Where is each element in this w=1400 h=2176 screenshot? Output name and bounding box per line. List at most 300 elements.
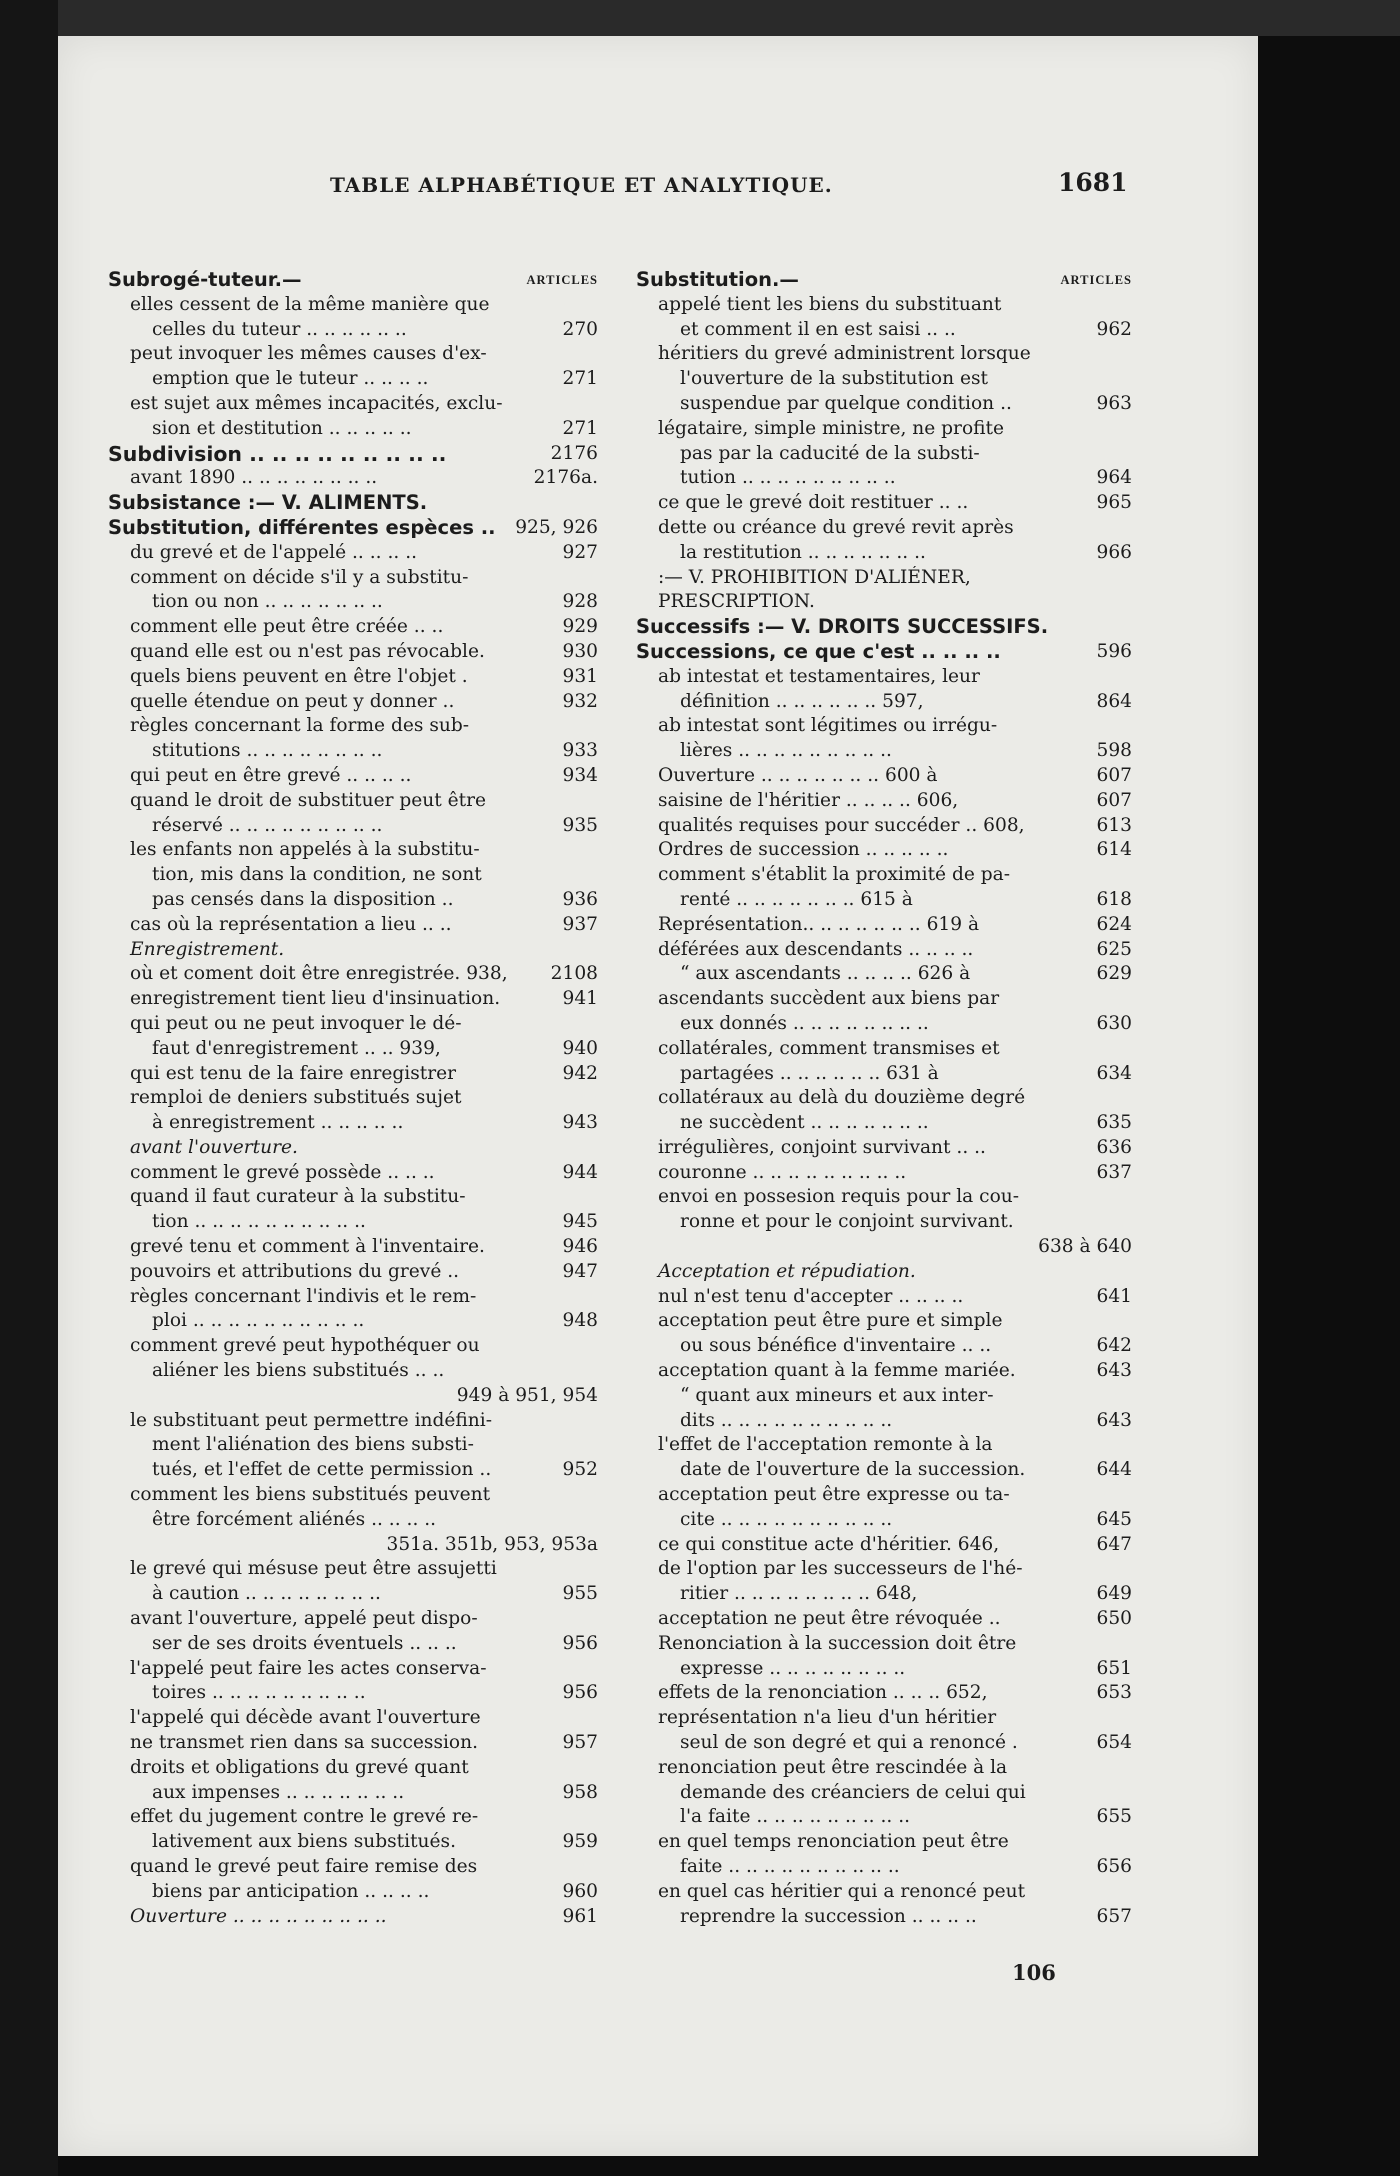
entry-text: collatérales, comment transmises et: [658, 1037, 1000, 1059]
index-entry-line: [108, 1235, 598, 1260]
index-entry-line: [636, 1731, 1132, 1756]
entry-text: Substitution.—: [636, 268, 799, 291]
article-reference: 942: [559, 1062, 599, 1087]
index-entry-line: [108, 1582, 598, 1607]
entry-text: en quel temps renonciation peut être: [658, 1831, 1009, 1853]
index-entry-line: [108, 1905, 598, 1930]
index-entry-line: [108, 1260, 598, 1285]
article-reference: 645: [1093, 1508, 1133, 1533]
right-index-column: [636, 268, 1132, 1929]
entry-text: Enregistrement.: [130, 938, 285, 960]
index-entry-line: [636, 1433, 1132, 1458]
entry-text: dits .. .. .. .. .. .. .. .. .. ..: [680, 1409, 893, 1431]
index-entry-line: [636, 293, 1132, 318]
entry-text: comment elle peut être créée .. ..: [130, 616, 444, 638]
entry-text: toires .. .. .. .. .. .. .. .. ..: [152, 1682, 366, 1704]
entry-text: acceptation ne peut être révoquée ..: [658, 1608, 1001, 1630]
entry-text: tion, mis dans la condition, ne sont: [152, 864, 482, 886]
entry-text: ploi .. .. .. .. .. .. .. .. .. ..: [152, 1310, 365, 1332]
article-reference: 964: [1093, 466, 1133, 491]
entry-text: enregistrement tient lieu d'insinuation.: [130, 988, 501, 1010]
index-entry-line: [108, 1012, 598, 1037]
entry-text: biens par anticipation .. .. .. ..: [152, 1880, 430, 1902]
index-entry-line: [636, 714, 1132, 739]
index-entry-line: [636, 789, 1132, 814]
entry-text: Subdivision .. .. .. .. .. .. .. .. ..: [108, 441, 447, 466]
entry-text: remploi de deniers substitués sujet: [130, 1087, 462, 1109]
index-entry-line: [636, 417, 1132, 442]
index-entry-line: [108, 442, 598, 467]
entry-text: définition .. .. .. .. .. .. 597,: [680, 690, 924, 712]
index-entry-line: [108, 392, 598, 417]
index-entry-line: [636, 1681, 1132, 1706]
entry-text: suspendue par quelque condition ..: [680, 392, 1012, 414]
index-entry-line: [108, 1830, 598, 1855]
article-reference: 641: [1093, 1285, 1133, 1310]
entry-text: est sujet aux mêmes incapacités, exclu-: [130, 392, 503, 414]
index-entry-line: [636, 491, 1132, 516]
index-entry-line: [636, 367, 1132, 392]
article-reference: 613: [1093, 814, 1133, 839]
entry-text: ce qui constitue acte d'héritier. 646,: [658, 1533, 1000, 1555]
entry-text: comment grevé peut hypothéquer ou: [130, 1335, 480, 1357]
article-reference: 949 à 951, 954: [453, 1384, 598, 1409]
article-reference: 955: [559, 1582, 599, 1607]
entry-text: sion et destitution .. .. .. .. ..: [152, 417, 412, 439]
index-entry-line: [636, 442, 1132, 467]
article-reference: 960: [559, 1880, 599, 1905]
entry-text: ne succèdent .. .. .. .. .. .. ..: [680, 1112, 929, 1134]
index-entry-line: [636, 566, 1132, 591]
entry-text: Substitution, différentes espèces ..: [108, 515, 496, 539]
left-index-column: [108, 268, 598, 1929]
index-entry-line: [108, 367, 598, 392]
entry-text: tués, et l'effet de cette permission ..: [152, 1459, 492, 1481]
article-reference: 634: [1093, 1062, 1133, 1087]
index-entry-line: [636, 1136, 1132, 1161]
index-entry-line: [108, 1756, 598, 1781]
article-reference: 649: [1093, 1582, 1133, 1607]
entry-text: nul n'est tenu d'accepter .. .. .. ..: [658, 1285, 964, 1307]
entry-text: effets de la renonciation .. .. .. 652,: [658, 1682, 988, 1704]
index-entry-line: [108, 640, 598, 665]
entry-text: Subsistance :— V. ALIMENTS.: [108, 491, 428, 515]
index-entry-line: [108, 1384, 598, 1409]
index-entry-line: [636, 1111, 1132, 1136]
entry-text: comment s'établit la proximité de pa-: [658, 864, 1011, 886]
entry-text: quand le droit de substituer peut être: [130, 789, 487, 811]
scan-top-edge: [0, 0, 1400, 36]
entry-text: et comment il en est saisi .. ..: [680, 318, 956, 340]
entry-text: ce que le grevé doit restituer .. ..: [658, 492, 969, 514]
article-reference: 930: [559, 640, 599, 665]
entry-text: “ aux ascendants .. .. .. .. 626 à: [680, 963, 971, 985]
article-reference: 927: [559, 541, 599, 566]
index-entry-line: [108, 1855, 598, 1880]
entry-text: Renonciation à la succession doit être: [658, 1632, 1017, 1654]
entry-text: saisine de l'héritier .. .. .. .. 606,: [658, 789, 959, 811]
article-reference: 644: [1093, 1458, 1133, 1483]
index-entry-line: [108, 1334, 598, 1359]
article-reference: 2108: [547, 962, 598, 987]
index-entry-line: [636, 1062, 1132, 1087]
entry-text: faite .. .. .. .. .. .. .. .. .. ..: [680, 1856, 900, 1877]
entry-text: expresse .. .. .. .. .. .. .. ..: [680, 1657, 906, 1679]
article-reference: 351a. 351b, 953, 953a: [383, 1533, 599, 1558]
index-entry-line: [108, 590, 598, 615]
entry-text: ment l'aliénation des biens substi-: [152, 1434, 474, 1456]
index-entry-line: [108, 466, 598, 491]
index-entry-line: [108, 665, 598, 690]
index-entry-line: [636, 962, 1132, 987]
article-reference: 625: [1093, 938, 1133, 963]
index-entry-line: [636, 1285, 1132, 1310]
article-reference: 948: [559, 1309, 599, 1334]
index-entry-line: [108, 739, 598, 764]
entry-text: demande des créanciers de celui qui: [680, 1781, 1026, 1803]
article-reference: 607: [1093, 789, 1133, 814]
article-reference: 651: [1093, 1657, 1133, 1682]
index-entry-line: [108, 1458, 598, 1483]
article-reference: 962: [1093, 318, 1133, 343]
entry-text: elles cessent de la même manière que: [130, 293, 490, 315]
index-entry-line: [636, 1384, 1132, 1409]
entry-text: tion .. .. .. .. .. .. .. .. .. ..: [152, 1211, 366, 1233]
entry-text: du grevé et de l'appelé .. .. .. ..: [130, 541, 418, 563]
entry-text: ou sous bénéfice d'inventaire .. ..: [680, 1335, 992, 1357]
index-entry-line: [636, 1706, 1132, 1731]
article-reference: 928: [559, 590, 599, 615]
entry-text: “ quant aux mineurs et aux inter-: [680, 1384, 994, 1406]
index-entry-line: [108, 888, 598, 913]
index-entry-line: [636, 665, 1132, 690]
entry-text: qualités requises pour succéder .. 608,: [658, 814, 1025, 836]
entry-text: celles du tuteur .. .. .. .. .. ..: [152, 318, 407, 340]
entry-text: :— V. PROHIBITION D'ALIÉNER,: [658, 566, 971, 588]
index-entry-line: [636, 1037, 1132, 1062]
article-reference: 607: [1093, 764, 1133, 789]
entry-text: quand elle est ou n'est pas révocable.: [130, 640, 485, 662]
entry-text: ritier .. .. .. .. .. .. .. .. 648,: [680, 1583, 918, 1605]
index-entry-line: [108, 1731, 598, 1756]
article-reference: 959: [559, 1830, 599, 1855]
entry-text: à caution .. .. .. .. .. .. .. ..: [152, 1583, 381, 1605]
index-entry-line: [108, 987, 598, 1012]
entry-text: peut invoquer les mêmes causes d'ex-: [130, 343, 487, 365]
entry-text: renonciation peut être rescindée à la: [658, 1756, 1008, 1778]
entry-text: Successions, ce que c'est .. .. .. ..: [636, 639, 1001, 663]
entry-text: grevé tenu et comment à l'inventaire.: [130, 1236, 485, 1258]
article-reference: 637: [1093, 1161, 1133, 1186]
article-reference: 629: [1093, 962, 1133, 987]
entry-text: irrégulières, conjoint survivant .. ..: [658, 1136, 986, 1158]
article-reference: 931: [559, 665, 599, 690]
entry-text: partagées .. .. .. .. .. .. 631 à: [680, 1062, 939, 1084]
entry-text: ab intestat sont légitimes ou irrégu-: [658, 715, 998, 737]
article-reference: 943: [559, 1111, 599, 1136]
index-entry-line: [108, 268, 598, 293]
index-entry-line: [108, 342, 598, 367]
index-entry-line: [108, 863, 598, 888]
entry-text: en quel cas héritier qui a renoncé peut: [658, 1880, 1026, 1902]
article-reference: 654: [1093, 1731, 1133, 1756]
article-reference: 2176: [547, 442, 598, 467]
index-entry-line: [108, 1136, 598, 1161]
entry-text: comment les biens substitués peuvent: [130, 1484, 491, 1506]
index-entry-line: [636, 590, 1132, 615]
index-entry-line: [636, 1086, 1132, 1111]
entry-text: Représentation.. .. .. .. .. .. .. 619 à: [658, 913, 980, 935]
index-entry-line: [108, 491, 598, 516]
article-reference: 614: [1093, 838, 1133, 863]
index-entry-line: [108, 1433, 598, 1458]
index-entry-line: [636, 1409, 1132, 1434]
article-reference: 596: [1093, 640, 1133, 665]
index-entry-line: [108, 1508, 598, 1533]
article-reference: 630: [1093, 1012, 1133, 1037]
entry-text: pas censés dans la disposition ..: [152, 888, 454, 910]
entry-text: représentation n'a lieu d'un héritier: [658, 1707, 997, 1729]
entry-text: le substituant peut permettre indéfini-: [130, 1409, 493, 1431]
entry-text: les enfants non appelés à la substitu-: [130, 839, 480, 861]
index-entry-line: [636, 1830, 1132, 1855]
index-entry-line: [636, 814, 1132, 839]
article-reference: 643: [1093, 1359, 1133, 1384]
index-entry-line: [108, 690, 598, 715]
index-entry-line: [108, 417, 598, 442]
index-entry-line: [108, 1657, 598, 1682]
article-reference: 956: [559, 1632, 599, 1657]
article-reference: 647: [1093, 1533, 1133, 1558]
index-entry-line: [108, 838, 598, 863]
index-entry-line: [108, 1607, 598, 1632]
entry-text: Ouverture .. .. .. .. .. .. .. 600 à: [658, 764, 938, 786]
entry-text: comment le grevé possède .. .. ..: [130, 1161, 435, 1183]
article-reference: 966: [1093, 541, 1133, 566]
index-entry-line: [636, 1012, 1132, 1037]
entry-text: emption que le tuteur .. .. .. ..: [152, 368, 429, 390]
entry-text: droits et obligations du grevé quant: [130, 1756, 469, 1778]
entry-text: cite .. .. .. .. .. .. .. .. .. ..: [680, 1508, 893, 1530]
index-entry-line: [636, 516, 1132, 541]
index-entry-line: [636, 615, 1132, 640]
entry-text: ronne et pour le conjoint survivant.: [680, 1211, 1014, 1233]
index-entry-line: [108, 1185, 598, 1210]
articles-label: ARTICLES: [1057, 268, 1132, 293]
entry-text: qui peut ou ne peut invoquer le dé-: [130, 1012, 462, 1034]
entry-text: l'effet de l'acceptation remonte à la: [658, 1434, 993, 1456]
entry-text: couronne .. .. .. .. .. .. .. .. ..: [658, 1161, 907, 1183]
article-reference: 940: [559, 1037, 599, 1062]
entry-text: appelé tient les biens du substituant: [658, 293, 1002, 315]
index-entry-line: [108, 913, 598, 938]
article-reference: 653: [1093, 1681, 1133, 1706]
index-entry-line: [636, 1210, 1132, 1235]
index-entry-line: [636, 1185, 1132, 1210]
article-reference: 271: [559, 367, 599, 392]
signature-mark: 106: [1012, 1960, 1056, 1985]
entry-text: Ouverture .. .. .. .. .. .. .. .. ..: [130, 1905, 387, 1927]
entry-text: aliéner les biens substitués .. ..: [152, 1360, 445, 1382]
index-entry-line: [108, 938, 598, 963]
article-reference: 944: [559, 1161, 599, 1186]
article-reference: 655: [1093, 1805, 1133, 1830]
index-entry-line: [108, 764, 598, 789]
entry-text: comment on décide s'il y a substitu-: [130, 566, 469, 588]
article-reference: 638 à 640: [1034, 1235, 1132, 1260]
index-entry-line: [108, 1706, 598, 1731]
entry-text: réservé .. .. .. .. .. .. .. .. ..: [152, 814, 383, 836]
index-entry-line: [108, 1557, 598, 1582]
entry-text: qui est tenu de la faire enregistrer: [130, 1062, 456, 1084]
index-entry-line: [108, 1111, 598, 1136]
entry-text: quand le grevé peut faire remise des: [130, 1856, 478, 1877]
index-entry-line: [636, 466, 1132, 491]
entry-text: ab intestat et testamentaires, leur: [658, 665, 980, 687]
entry-text: eux donnés .. .. .. .. .. .. .. ..: [680, 1012, 929, 1034]
index-entry-line: [636, 1309, 1132, 1334]
entry-text: avant 1890 .. .. .. .. .. .. .. ..: [130, 467, 378, 489]
entry-text: pouvoirs et attributions du grevé ..: [130, 1260, 460, 1282]
index-entry-line: [108, 714, 598, 739]
article-reference: 947: [559, 1260, 599, 1285]
index-entry-line: [108, 1285, 598, 1310]
article-reference: 618: [1093, 888, 1133, 913]
entry-text: règles concernant la forme des sub-: [130, 715, 470, 737]
entry-text: à enregistrement .. .. .. .. ..: [152, 1112, 404, 1134]
index-entry-line: [636, 1756, 1132, 1781]
article-reference: 945: [559, 1210, 599, 1235]
entry-text: collatéraux au delà du douzième degré: [658, 1087, 1026, 1109]
entry-text: effet du jugement contre le grevé re-: [130, 1806, 479, 1828]
article-reference: 657: [1093, 1905, 1133, 1930]
entry-text: lativement aux biens substitués.: [152, 1831, 456, 1853]
entry-text: aux impenses .. .. .. .. .. .. ..: [152, 1781, 405, 1803]
index-entry-line: [636, 541, 1132, 566]
entry-text: ne transmet rien dans sa succession.: [130, 1732, 479, 1754]
index-entry-line: [108, 1781, 598, 1806]
entry-text: dette ou créance du grevé revit après: [658, 516, 1014, 538]
index-entry-line: [636, 1359, 1132, 1384]
index-entry-line: [636, 1781, 1132, 1806]
entry-text: acceptation peut être pure et simple: [658, 1310, 1003, 1332]
index-entry-line: [636, 268, 1132, 293]
index-entry-line: [108, 566, 598, 591]
entry-text: Acceptation et répudiation.: [658, 1260, 916, 1282]
index-entry-line: [108, 1037, 598, 1062]
article-reference: 636: [1093, 1136, 1133, 1161]
index-entry-line: [636, 640, 1132, 665]
article-reference: 271: [559, 417, 599, 442]
article-reference: 934: [559, 764, 599, 789]
page-number: 1681: [1058, 168, 1128, 197]
article-reference: 935: [559, 814, 599, 839]
article-reference: 598: [1093, 739, 1133, 764]
entry-text: acceptation quant à la femme mariée.: [658, 1360, 1016, 1382]
entry-text: ascendants succèdent aux biens par: [658, 988, 1000, 1010]
entry-text: acceptation peut être expresse ou ta-: [658, 1484, 1010, 1506]
index-entry-line: [636, 1483, 1132, 1508]
index-entry-line: [636, 1607, 1132, 1632]
index-entry-line: [636, 913, 1132, 938]
entry-text: Subrogé-tuteur.—: [108, 268, 302, 291]
article-reference: 933: [559, 739, 599, 764]
index-entry-line: [108, 1483, 598, 1508]
entry-text: l'ouverture de la substitution est: [680, 368, 988, 390]
index-entry-line: [108, 1880, 598, 1905]
index-entry-line: [636, 987, 1132, 1012]
index-entry-line: [636, 863, 1132, 888]
article-reference: 965: [1093, 491, 1133, 516]
scan-left-edge: [0, 0, 58, 2176]
article-reference: 2176a.: [530, 466, 598, 491]
article-reference: 656: [1093, 1855, 1133, 1880]
article-reference: 941: [559, 987, 599, 1012]
entry-text: envoi en possesion requis pour la cou-: [658, 1186, 1020, 1208]
entry-text: date de l'ouverture de la succession.: [680, 1459, 1026, 1481]
index-entry-line: [636, 318, 1132, 343]
index-entry-line: [108, 1062, 598, 1087]
index-entry-line: [108, 1805, 598, 1830]
index-entry-line: [636, 1805, 1132, 1830]
index-entry-line: [108, 541, 598, 566]
entry-text: avant l'ouverture.: [130, 1136, 298, 1158]
article-reference: 624: [1093, 913, 1133, 938]
index-entry-line: [636, 1533, 1132, 1558]
entry-text: la restitution .. .. .. .. .. .. ..: [680, 541, 926, 563]
entry-text: l'appelé qui décède avant l'ouverture: [130, 1707, 481, 1729]
running-header: TABLE ALPHABÉTIQUE ET ANALYTIQUE.: [330, 173, 833, 197]
entry-text: ser de ses droits éventuels .. .. ..: [152, 1632, 457, 1654]
index-entry-line: [108, 1533, 598, 1558]
index-entry-line: [108, 1632, 598, 1657]
index-entry-line: [108, 962, 598, 987]
entry-text: légataire, simple ministre, ne profite: [658, 417, 1005, 439]
article-reference: 952: [559, 1458, 599, 1483]
index-entry-line: [108, 1309, 598, 1334]
index-entry-line: [636, 1657, 1132, 1682]
entry-text: cas où la représentation a lieu .. ..: [130, 913, 452, 935]
entry-text: stitutions .. .. .. .. .. .. .. ..: [152, 740, 383, 762]
index-entry-line: [636, 1582, 1132, 1607]
article-reference: 961: [559, 1905, 599, 1930]
entry-text: qui peut en être grevé .. .. .. ..: [130, 764, 412, 786]
entry-text: tution .. .. .. .. .. .. .. .. ..: [680, 467, 896, 489]
entry-text: avant l'ouverture, appelé peut dispo-: [130, 1608, 478, 1630]
article-reference: 958: [559, 1781, 599, 1806]
entry-text: renté .. .. .. .. .. .. .. 615 à: [680, 888, 913, 910]
entry-text: héritiers du grevé administrent lorsque: [658, 343, 1031, 365]
article-reference: 650: [1093, 1607, 1133, 1632]
articles-label: ARTICLES: [523, 268, 598, 293]
index-entry-line: [636, 1855, 1132, 1880]
entry-text: déférées aux descendants .. .. .. ..: [658, 938, 974, 960]
index-entry-line: [636, 739, 1132, 764]
article-reference: 864: [1093, 690, 1133, 715]
entry-text: reprendre la succession .. .. .. ..: [680, 1905, 977, 1927]
index-entry-line: [636, 1632, 1132, 1657]
index-entry-line: [636, 838, 1132, 863]
article-reference: 963: [1093, 392, 1133, 417]
article-reference: 270: [559, 318, 599, 343]
entry-text: pas par la caducité de la substi-: [680, 442, 980, 464]
entry-text: quelle étendue on peut y donner ..: [130, 690, 455, 712]
index-entry-line: [636, 1458, 1132, 1483]
index-entry-line: [636, 1161, 1132, 1186]
article-reference: 956: [559, 1681, 599, 1706]
index-entry-line: [108, 318, 598, 343]
entry-text: tion ou non .. .. .. .. .. .. ..: [152, 591, 383, 613]
